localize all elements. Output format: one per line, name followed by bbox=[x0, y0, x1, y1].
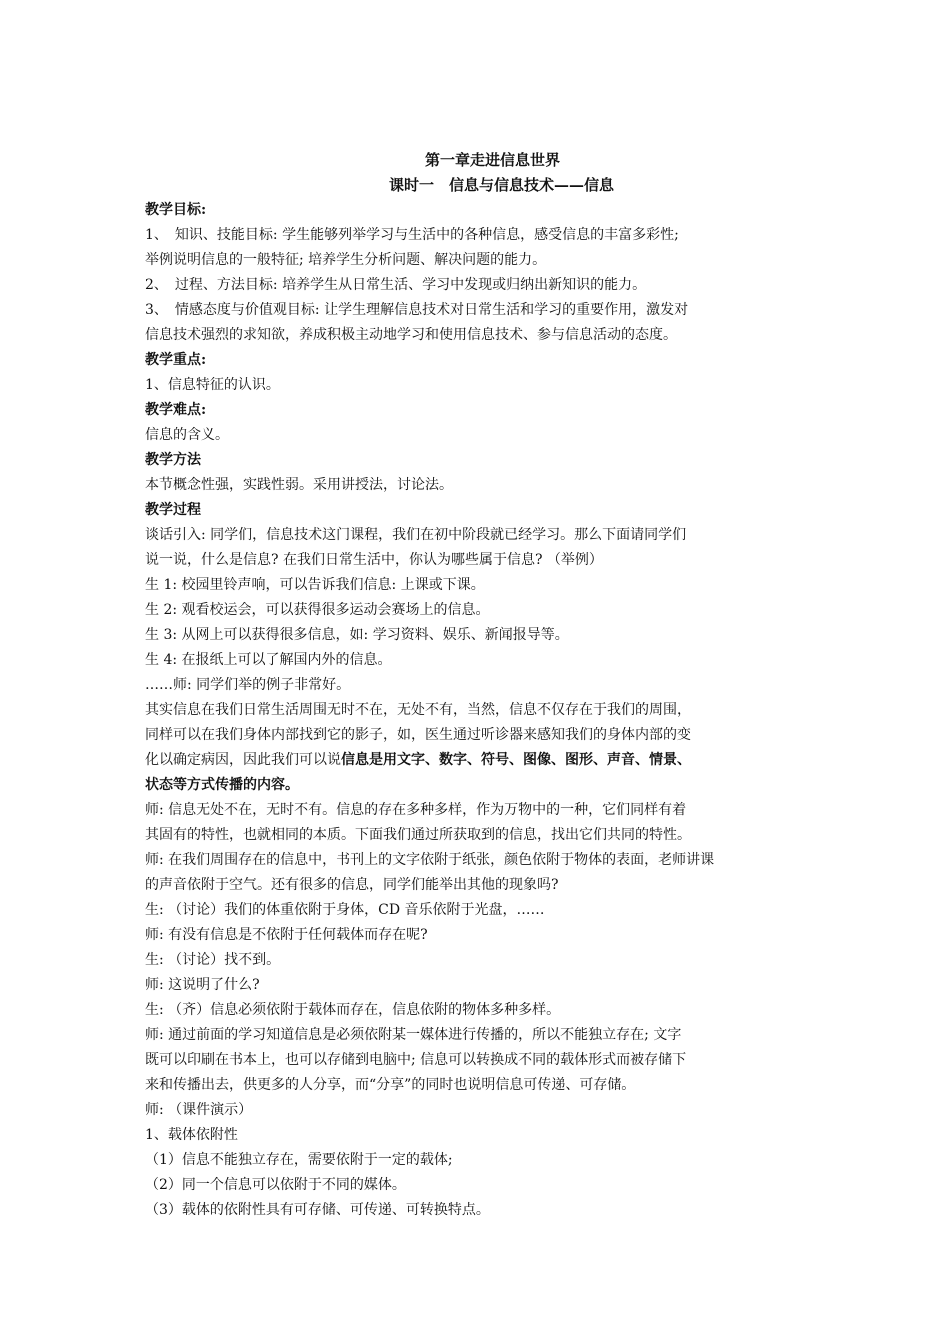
process-line: 谈话引入: 同学们，信息技术这门课程，我们在初中阶段就已经学习。那么下面请同学们 bbox=[145, 527, 687, 543]
difficulties-line: 信息的含义。 bbox=[145, 427, 229, 443]
process-line: （3）载体的依附性具有可存储、可传递、可转换特点。 bbox=[145, 1202, 490, 1218]
process-line: 师: 信息无处不在，无时不有。信息的存在多种多样，作为万物中的一种，它们同样有着 bbox=[145, 802, 687, 818]
process-line: 生 4: 在报纸上可以了解国内外的信息。 bbox=[145, 652, 392, 668]
process-line: 生 1: 校园里铃声响，可以告诉我们信息: 上课或下课。 bbox=[145, 577, 485, 593]
chapter-title: 第一章走进信息世界 bbox=[424, 151, 560, 169]
key-points-heading: 教学重点: bbox=[145, 352, 207, 368]
methods-heading: 教学方法 bbox=[145, 452, 201, 468]
process-line: 师: 这说明了什么? bbox=[145, 977, 260, 993]
process-line bbox=[145, 748, 810, 773]
process-line: 同样可以在我们身体内部找到它的影子，如，医生通过听诊器来感知我们的身体内部的变 bbox=[145, 727, 691, 743]
process-line: 生 3: 从网上可以获得很多信息，如: 学习资料、娱乐、新闻报导等。 bbox=[145, 627, 569, 643]
process-heading: 教学过程 bbox=[145, 502, 201, 518]
process-line: 生: （齐）信息必须依附于载体而存在，信息依附的物体多种多样。 bbox=[145, 1002, 561, 1018]
document-page bbox=[145, 148, 810, 1223]
objectives-line: 信息技术强烈的求知欲，养成积极主动地学习和使用信息技术、参与信息活动的态度。 bbox=[145, 327, 677, 343]
definition-emphasis-line: 状态等方式传播的内容。 bbox=[145, 777, 299, 793]
process-line: 来和传播出去，供更多的人分享，而“分享”的同时也说明信息可传递、可存储。 bbox=[145, 1077, 636, 1093]
process-line: （1）信息不能独立存在，需要依附于一定的载体; bbox=[145, 1152, 453, 1168]
process-line: 师: 通过前面的学习知道信息是必须依附某一媒体进行传播的，所以不能独立存在; 文字 bbox=[145, 1027, 682, 1043]
objectives-line: 3、 情感态度与价值观目标: 让学生理解信息技术对日常生活和学习的重要作用，激发对 bbox=[145, 302, 689, 318]
process-line: 生: （讨论）我们的体重依附于身体，CD 音乐依附于光盘，…… bbox=[145, 902, 545, 918]
methods-line: 本节概念性强，实践性弱。采用讲授法，讨论法。 bbox=[145, 477, 453, 493]
objectives-line: 举例说明信息的一般特征; 培养学生分析问题、解决问题的能力。 bbox=[145, 252, 547, 268]
process-line: 师: 有没有信息是不依附于任何载体而存在呢? bbox=[145, 927, 428, 943]
process-line: 其固有的特性，也就相同的本质。下面我们通过所获取到的信息，找出它们共同的特性。 bbox=[145, 827, 691, 843]
objectives-line: 2、 过程、方法目标: 培养学生从日常生活、学习中发现或归纳出新知识的能力。 bbox=[145, 277, 647, 293]
definition-emphasis: 信息是用文字、数字、符号、图像、图形、声音、情景、 bbox=[341, 752, 691, 768]
process-line: （2）同一个信息可以依附于不同的媒体。 bbox=[145, 1177, 406, 1193]
key-points-line: 1、信息特征的认识。 bbox=[145, 377, 280, 393]
process-line: 1、载体依附性 bbox=[145, 1127, 238, 1143]
process-line: 生: （讨论）找不到。 bbox=[145, 952, 281, 968]
process-text: 化以确定病因，因此我们可以说 bbox=[145, 752, 341, 768]
objectives-heading: 教学目标: bbox=[145, 202, 207, 218]
difficulties-heading: 教学难点: bbox=[145, 402, 207, 418]
process-line: 生 2: 观看校运会，可以获得很多运动会赛场上的信息。 bbox=[145, 602, 490, 618]
process-line: ……师: 同学们举的例子非常好。 bbox=[145, 677, 351, 693]
process-line: 既可以印刷在书本上，也可以存储到电脑中; 信息可以转换成不同的载体形式而被存储下 bbox=[145, 1052, 687, 1068]
process-line: 师: （课件演示） bbox=[145, 1102, 253, 1118]
objectives-line: 1、 知识、技能目标: 学生能够列举学习与生活中的各种信息，感受信息的丰富多彩性; bbox=[145, 227, 679, 243]
lesson-subtitle: 课时一 信息与信息技术——信息 bbox=[388, 176, 614, 194]
process-line: 其实信息在我们日常生活周围无时不在，无处不有，当然，信息不仅存在于我们的周围， bbox=[145, 702, 691, 718]
process-line: 师: 在我们周围存在的信息中，书刊上的文字依附于纸张，颜色依附于物体的表面，老师讲课 bbox=[145, 852, 715, 868]
process-line: 说一说，什么是信息? 在我们日常生活中，你认为哪些属于信息? （举例） bbox=[145, 552, 603, 568]
process-line: 的声音依附于空气。还有很多的信息，同学们能举出其他的现象吗? bbox=[145, 877, 559, 893]
